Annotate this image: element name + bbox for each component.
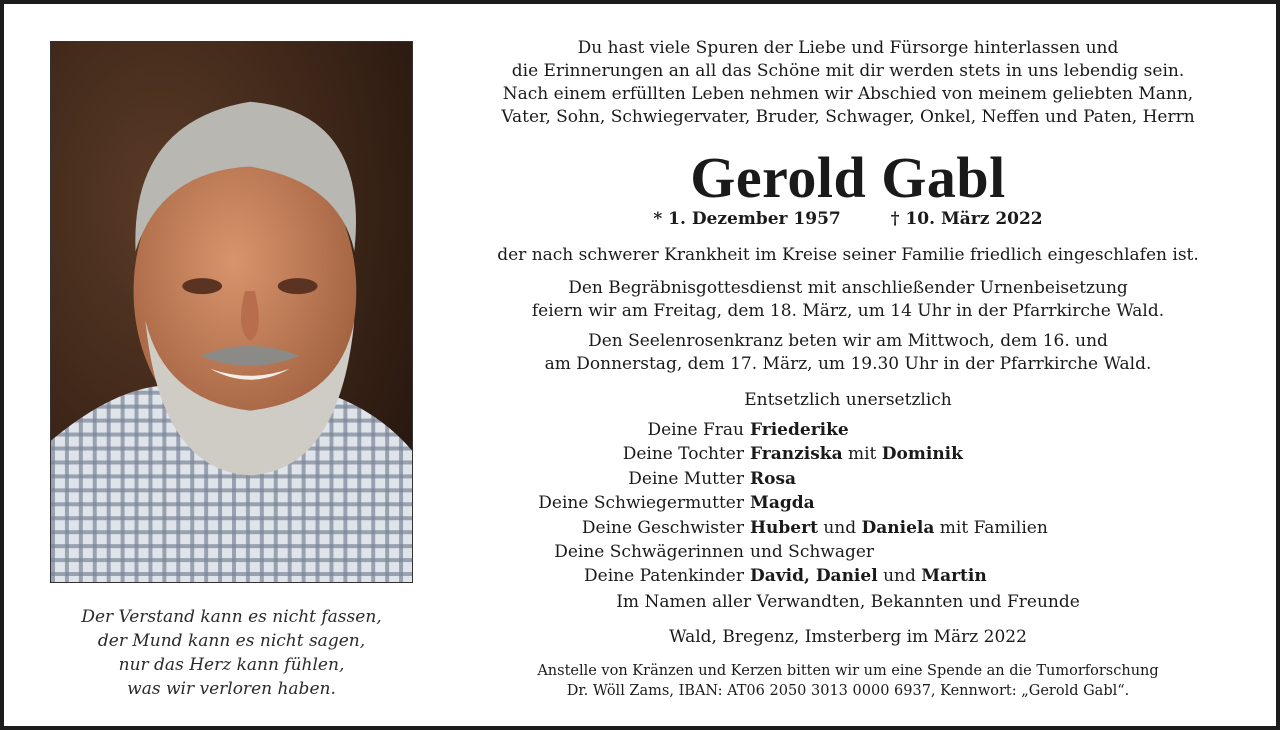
life-dates bbox=[444, 207, 1252, 231]
passing-text: der nach schwerer Krankheit im Kreise seiner Familie friedlich eingeschlafen ist. bbox=[497, 245, 1199, 265]
poem-line: der Mund kann es nicht sagen, bbox=[97, 631, 366, 651]
family-names bbox=[750, 467, 796, 491]
family-connector-text: mit bbox=[842, 444, 882, 465]
place-date: Wald, Bregenz, Imsterberg im März 2022 bbox=[669, 627, 1027, 647]
family-member-name: Dominik bbox=[881, 444, 963, 465]
family-member-name: Rosa bbox=[750, 468, 797, 489]
donation-line: Anstelle von Kränzen und Kerzen bitten wir um eine Spende an die Tumorforschung bbox=[537, 663, 1159, 679]
family-connector-text: und bbox=[877, 566, 922, 587]
poem-line: Der Verstand kann es nicht fassen, bbox=[81, 607, 382, 627]
family-member-name: David, Daniel bbox=[750, 566, 878, 587]
family-relation: Deine Patenkinder bbox=[584, 566, 744, 587]
poem bbox=[44, 605, 419, 701]
family-names bbox=[750, 491, 815, 515]
family-relation: Deine Schwägerinnen bbox=[554, 542, 744, 563]
death-date: † 10. März 2022 bbox=[890, 209, 1043, 229]
family-names bbox=[750, 516, 1048, 540]
donation-line: Dr. Wöll Zams, IBAN: AT06 2050 3013 0000 6937, Kennwort: „Gerold Gabl“. bbox=[566, 683, 1130, 699]
family-relation: Deine Frau bbox=[647, 420, 744, 440]
funeral-info bbox=[444, 277, 1252, 323]
family-names bbox=[750, 564, 987, 588]
intro-line: Vater, Sohn, Schwiegervater, Bruder, Schwager, Onkel, Neffen und Paten, Herrn bbox=[501, 107, 1195, 127]
family-row bbox=[444, 564, 1252, 588]
family-names bbox=[750, 540, 874, 564]
rosary-line: Den Seelenrosenkranz beten wir am Mittwoch, dem 16. und bbox=[588, 331, 1108, 351]
funeral-line: Den Begräbnisgottesdienst mit anschließender Urnenbeisetzung bbox=[568, 278, 1128, 298]
family-relation: Deine Mutter bbox=[628, 468, 744, 489]
family-member-name: Hubert bbox=[750, 517, 818, 538]
portrait-image bbox=[51, 42, 412, 582]
family-relation: Deine Geschwister bbox=[581, 517, 744, 538]
portrait-photo bbox=[50, 41, 413, 583]
family-connector-text: mit Familien bbox=[934, 517, 1048, 538]
family-row bbox=[444, 540, 1252, 564]
family-row bbox=[444, 516, 1252, 540]
family-relation: Deine Tochter bbox=[622, 444, 744, 465]
family-row bbox=[444, 442, 1252, 466]
deceased-name: Gerold Gabl bbox=[690, 145, 1006, 210]
family-row bbox=[444, 491, 1252, 515]
family-list bbox=[444, 418, 1252, 589]
rosary-line: am Donnerstag, dem 17. März, um 19.30 Uhr in der Pfarrkirche Wald. bbox=[544, 354, 1152, 374]
intro-text bbox=[444, 37, 1252, 129]
family-member-name: Daniela bbox=[861, 517, 935, 538]
intro-line: die Erinnerungen an all das Schöne mit dir werden stets in uns lebendig sein. bbox=[511, 61, 1185, 81]
family-member-name: Friederike bbox=[750, 420, 849, 440]
family-member-name: Magda bbox=[750, 493, 815, 514]
family-relation: Deine Schwiegermutter bbox=[538, 493, 744, 514]
family-names bbox=[750, 418, 849, 442]
birth-date: * 1. Dezember 1957 bbox=[653, 209, 841, 229]
intro-line: Nach einem erfüllten Leben nehmen wir Abschied von meinem geliebten Mann, bbox=[502, 84, 1194, 104]
family-connector-text: und bbox=[817, 517, 862, 538]
rosary-info bbox=[444, 330, 1252, 376]
poem-line: nur das Herz kann fühlen, bbox=[118, 655, 345, 675]
grief-line: Entsetzlich unersetzlich bbox=[744, 390, 952, 410]
behalf-line: Im Namen aller Verwandten, Bekannten und Freunde bbox=[616, 592, 1080, 612]
poem-line: was wir verloren haben. bbox=[127, 679, 336, 699]
intro-line: Du hast viele Spuren der Liebe und Fürsorge hinterlassen und bbox=[577, 38, 1119, 58]
family-names bbox=[750, 442, 963, 466]
family-member-name: Martin bbox=[921, 566, 987, 587]
family-row bbox=[444, 418, 1252, 442]
family-member-name: Franziska bbox=[750, 444, 843, 465]
family-row bbox=[444, 467, 1252, 491]
donation-note bbox=[444, 661, 1252, 701]
family-connector-text: und Schwager bbox=[750, 542, 875, 563]
funeral-line: feiern wir am Freitag, dem 18. März, um 14 Uhr in der Pfarrkirche Wald. bbox=[531, 301, 1165, 321]
